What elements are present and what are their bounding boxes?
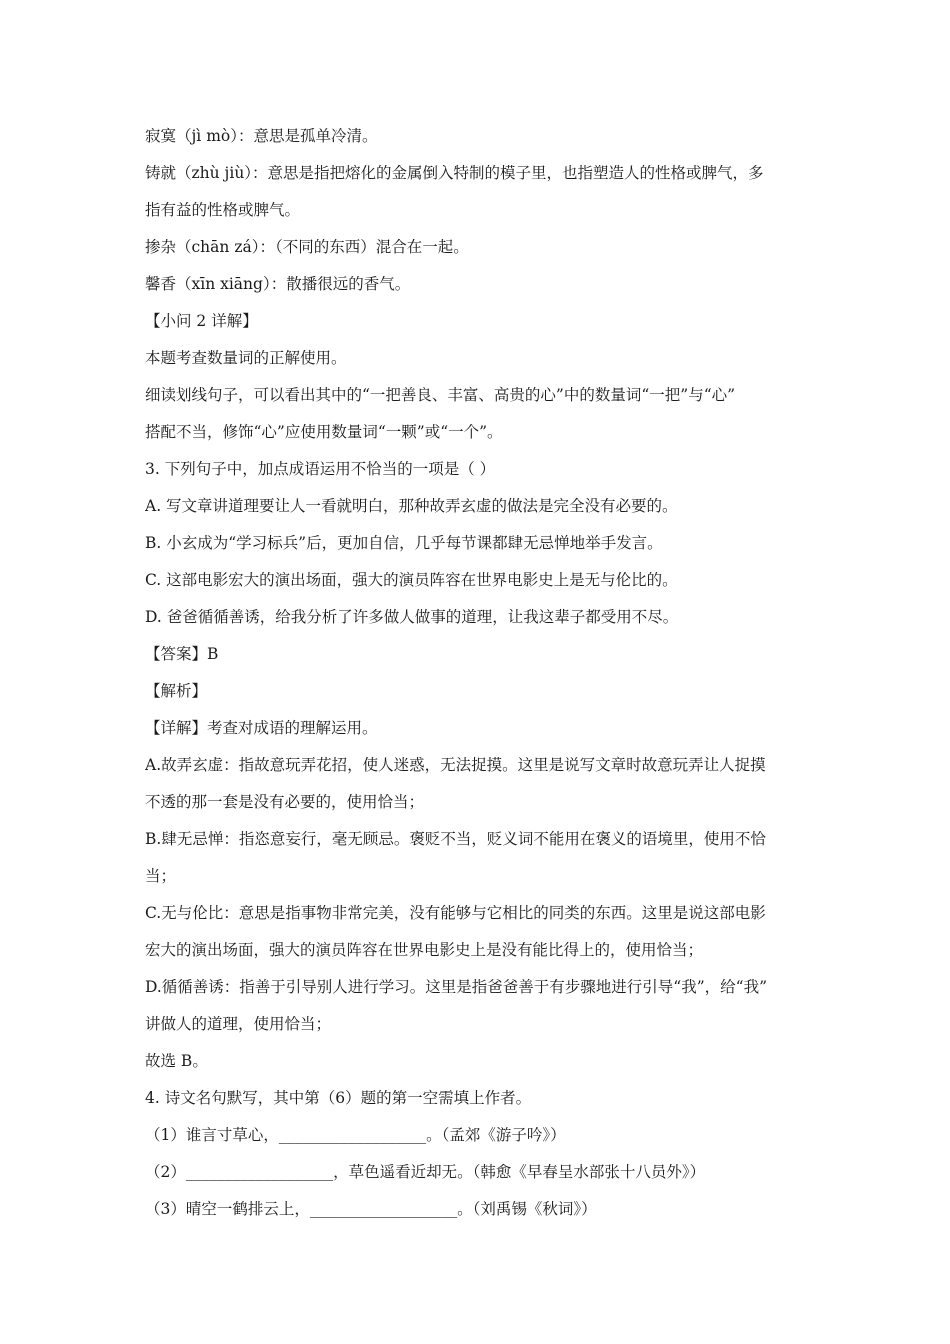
option-c: C. 这部电影宏大的演出场面，强大的演员阵容在世界电影史上是无与伦比的。 [145,571,678,589]
option-d: D. 爸爸循循善诱，给我分析了许多做人做事的道理，让我这辈子都受用不尽。 [145,608,679,626]
option-b: B. 小玄成为“学习标兵”后，更加自信，几乎每节课都肆无忌惮地举手发言。 [145,534,663,552]
answer-line: 【答案】B [145,645,219,663]
text-line: A.故弄玄虚：指故意玩弄花招，使人迷惑，无法捉摸。这里是说写文章时故意玩弄让人捉摸 [145,756,766,774]
text-line: 本题考查数量词的正解使用。 [145,349,347,367]
analysis-heading: 【解析】 [145,682,208,700]
option-a: A. 写文章讲道理要让人一看就明白，那种故弄玄虚的做法是完全没有必要的。 [145,497,678,515]
text-line: 宏大的演出场面，强大的演员阵容在世界电影史上是没有能比得上的，使用恰当； [145,941,704,959]
fill-blank-item: （2）___________________，草色遥看近却无。（韩愈《早春呈水部张十八员外》） [145,1163,706,1181]
section-heading: 【小问 2 详解】 [145,312,258,330]
fill-blank-item: （3）晴空一鹤排云上，___________________。（刘禹锡《秋词》） [145,1200,597,1218]
text-line: 细读划线句子，可以看出其中的“一把善良、丰富、高贵的心”中的数量词“一把”与“心” [145,386,736,404]
text-line: B.肆无忌惮：指恣意妄行，毫无顾忌。褒贬不当，贬义词不能用在褒义的语境里，使用不恰 [145,830,766,848]
text-line: 讲做人的道理，使用恰当； [145,1015,332,1033]
question-stem: 4. 诗文名句默写，其中第（6）题的第一空需填上作者。 [145,1089,532,1107]
document-body [145,118,810,1228]
text-line: 【详解】考查对成语的理解运用。 [145,719,378,737]
text-line: 故选 B。 [145,1052,208,1070]
text-line: D.循循善诱：指善于引导别人进行学习。这里是指爸爸善于有步骤地进行引导“我”，给“我” [145,978,768,996]
question-stem: 3. 下列句子中，加点成语运用不恰当的一项是（ ） [145,460,496,478]
text-line: 馨香（xīn xiāng）：散播很远的香气。 [145,275,411,293]
text-line: 不透的那一套是没有必要的，使用恰当； [145,793,425,811]
text-line: 指有益的性格或脾气。 [145,201,301,219]
fill-blank-item: （1）谁言寸草心，___________________。（孟郊《游子吟》） [145,1126,566,1144]
text-line: 搭配不当，修饰“心”应使用数量词“一颗”或“一个”。 [145,423,503,441]
text-line: 当； [145,867,177,885]
text-line: 掺杂（chān zá）：（不同的东西）混合在一起。 [145,238,469,256]
text-line: 铸就（zhù jiù）：意思是指把熔化的金属倒入特制的模子里，也指塑造人的性格或脾气，多 [145,164,764,182]
text-line: 寂寞（jì mò）：意思是孤单冷清。 [145,127,378,145]
text-line: C.无与伦比：意思是指事物非常完美，没有能够与它相比的同类的东西。这里是说这部电影 [145,904,766,922]
